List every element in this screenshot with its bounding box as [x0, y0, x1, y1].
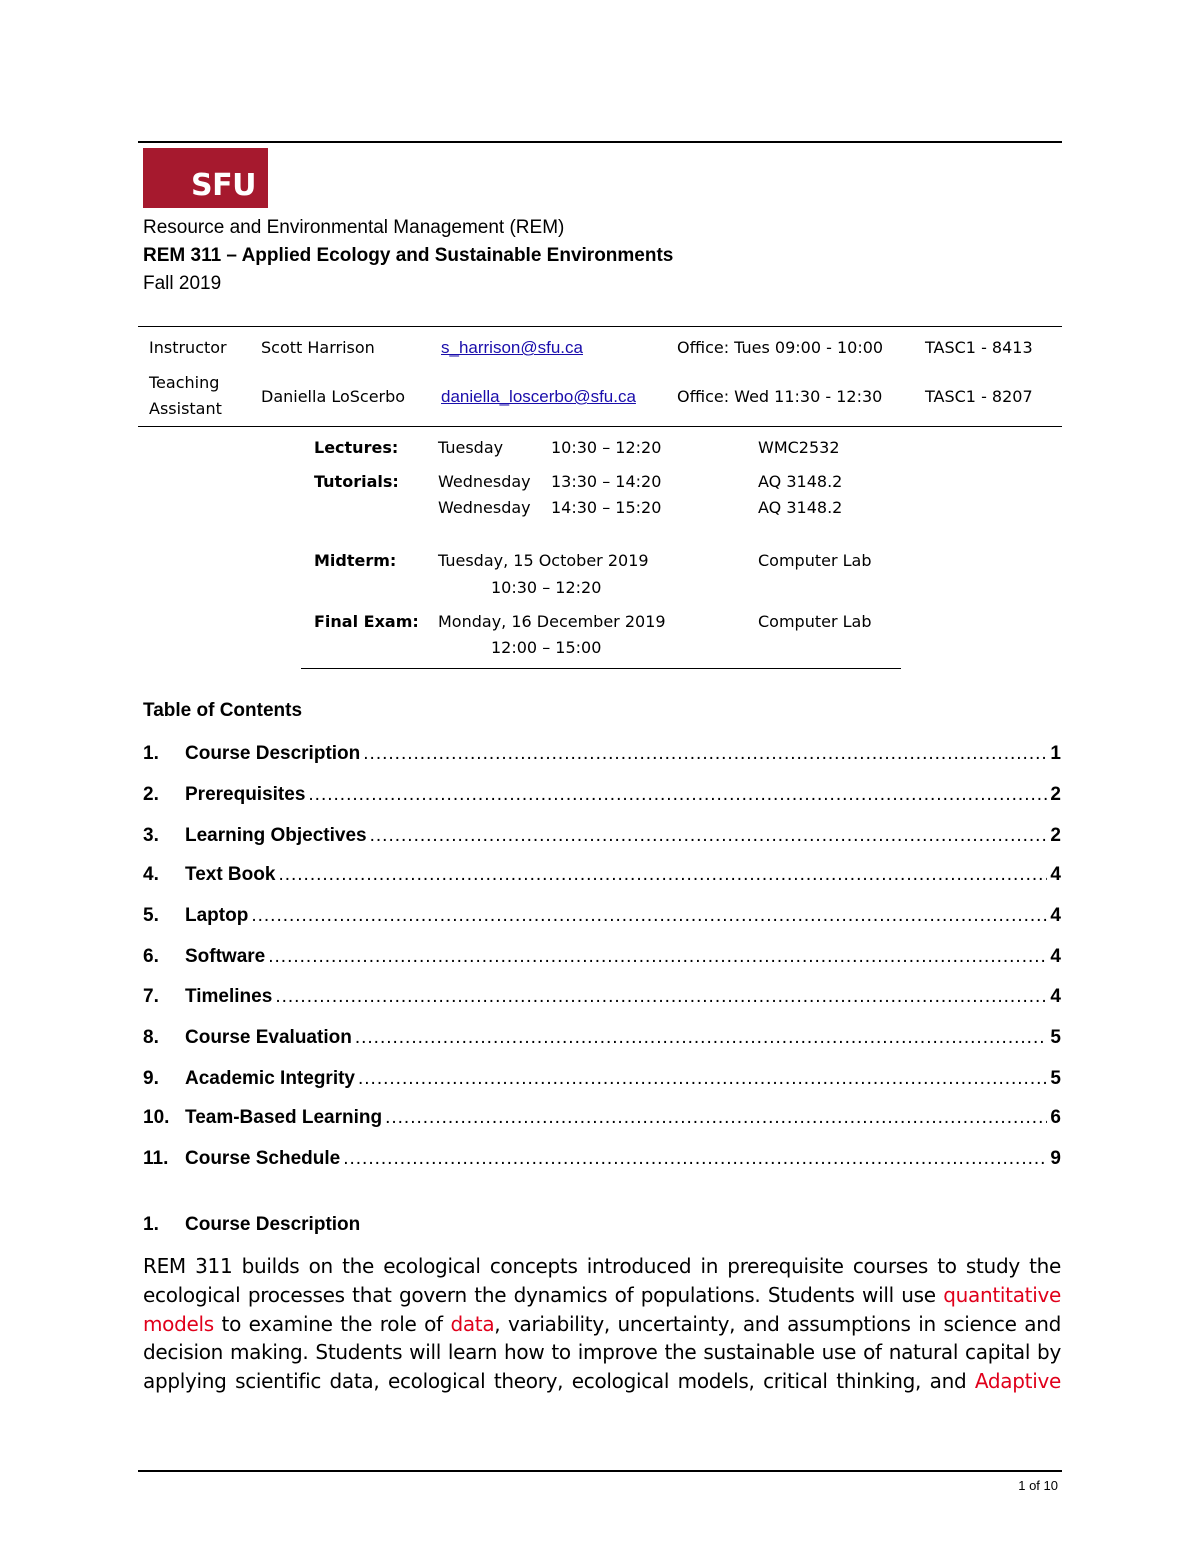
highlight-adaptive: Adaptive — [974, 1369, 1061, 1394]
toc-leader-dots — [251, 903, 1047, 929]
toc-item-number: 1. — [143, 743, 159, 764]
lectures-label: Lectures: — [314, 438, 399, 457]
footer-rule — [138, 1470, 1062, 1472]
ta-role-line1: Teaching — [149, 373, 220, 392]
toc-item-number: 7. — [143, 986, 159, 1007]
toc-item-number: 4. — [143, 864, 159, 885]
toc-item-title[interactable]: Prerequisites — [185, 784, 306, 805]
toc-item[interactable] — [143, 1025, 1061, 1051]
highlight-data: data — [450, 1311, 495, 1336]
toc-item[interactable] — [143, 823, 1061, 849]
toc-item-page: 4 — [1050, 946, 1061, 967]
toc-leader-dots — [278, 862, 1047, 888]
toc-item-title[interactable]: Academic Integrity — [185, 1068, 355, 1089]
lectures-time: 10:30 – 12:20 — [551, 438, 662, 457]
toc-heading: Table of Contents — [143, 700, 303, 721]
toc-item-page: 4 — [1050, 986, 1061, 1007]
toc-item-page: 9 — [1050, 1148, 1061, 1169]
toc-item-title[interactable]: Course Description — [185, 743, 361, 764]
toc-leader-dots — [355, 1025, 1048, 1051]
sfu-logo — [143, 148, 268, 208]
final-exam-time: 12:00 – 15:00 — [491, 638, 602, 657]
toc-leader-dots — [363, 741, 1047, 767]
toc-item-number: 11. — [143, 1148, 169, 1169]
toc-item-page: 1 — [1050, 743, 1061, 764]
toc-item-title[interactable]: Course Evaluation — [185, 1027, 352, 1048]
toc-item-page: 5 — [1050, 1068, 1061, 1089]
ta-email-link[interactable]: daniella_loscerbo@sfu.ca — [441, 387, 636, 406]
toc-item-page: 2 — [1050, 784, 1061, 805]
toc-item-page: 2 — [1050, 825, 1061, 846]
instructor-name: Scott Harrison — [261, 338, 375, 357]
instructor-office-hours: Office: Tues 09:00 - 10:00 — [677, 338, 884, 357]
tutorial-1-day: Wednesday — [438, 472, 531, 491]
midterm-date: Tuesday, 15 October 2019 — [438, 551, 649, 570]
lectures-day: Tuesday — [438, 438, 504, 457]
instructor-role: Instructor — [149, 338, 227, 357]
toc-item-number: 6. — [143, 946, 159, 967]
term: Fall 2019 — [143, 273, 222, 294]
toc-item[interactable] — [143, 782, 1061, 808]
toc-item-page: 4 — [1050, 864, 1061, 885]
section-1-number: 1. — [143, 1214, 159, 1235]
toc-item-page: 5 — [1050, 1027, 1061, 1048]
ta-name: Daniella LoScerbo — [261, 387, 406, 406]
top-rule — [138, 141, 1062, 143]
toc-item-page: 6 — [1050, 1107, 1061, 1128]
toc-item-title[interactable]: Team-Based Learning — [185, 1107, 383, 1128]
toc-item-title[interactable]: Course Schedule — [185, 1148, 341, 1169]
toc-item[interactable] — [143, 862, 1061, 888]
tutorial-2-time: 14:30 – 15:20 — [551, 498, 662, 517]
toc-item-number: 8. — [143, 1027, 159, 1048]
course-description-paragraph — [143, 1252, 1061, 1396]
staff-table-top-rule — [138, 326, 1062, 327]
toc-item-number: 9. — [143, 1068, 159, 1089]
toc-leader-dots — [385, 1105, 1047, 1131]
instructor-email-link[interactable]: s_harrison@sfu.ca — [441, 338, 583, 357]
toc-item[interactable] — [143, 1146, 1061, 1172]
logo-text: SFU — [191, 168, 256, 203]
final-exam-label: Final Exam: — [314, 612, 419, 631]
schedule-bottom-rule — [301, 668, 901, 669]
toc-item-title[interactable]: Learning Objectives — [185, 825, 367, 846]
toc-leader-dots — [268, 944, 1047, 970]
toc-item-page: 4 — [1050, 905, 1061, 926]
toc-leader-dots — [275, 984, 1047, 1010]
toc-item[interactable] — [143, 984, 1061, 1010]
toc-leader-dots — [343, 1146, 1047, 1172]
section-1-title: Course Description — [185, 1214, 361, 1235]
staff-table-bottom-rule — [138, 426, 1062, 427]
page-number: 1 of 10 — [1018, 1478, 1058, 1493]
midterm-label: Midterm: — [314, 551, 397, 570]
toc-item[interactable] — [143, 1105, 1061, 1131]
tutorial-1-time: 13:30 – 14:20 — [551, 472, 662, 491]
toc-item-title[interactable]: Software — [185, 946, 266, 967]
toc-item-title[interactable]: Laptop — [185, 905, 249, 926]
toc-item-number: 3. — [143, 825, 159, 846]
midterm-time: 10:30 – 12:20 — [491, 578, 602, 597]
ta-office-hours: Office: Wed 11:30 - 12:30 — [677, 387, 883, 406]
toc-leader-dots — [358, 1066, 1047, 1092]
ta-room: TASC1 - 8207 — [925, 387, 1033, 406]
tutorials-label: Tutorials: — [314, 472, 399, 491]
para-text-1: REM 311 builds on the ecological concepts introduced in prerequisite courses to study the ecological processes that govern the dynamics of populations. Students will use — [143, 1254, 1061, 1307]
para-text-2: to examine the role of — [213, 1311, 451, 1336]
tutorial-1-room: AQ 3148.2 — [758, 472, 843, 491]
para-text-3: , variability, uncertainty, and assumptions in science and decision making. Students will learn how to improve the sustainable use of natural capital by applying scientific data, ecological theory, ecological models, critical thinking, and — [143, 1311, 1061, 1394]
highlight-quantitative-models: quantitative models — [143, 1282, 1061, 1336]
toc-leader-dots — [308, 782, 1047, 808]
department-title: Resource and Environmental Management (REM) — [143, 217, 565, 238]
toc-item[interactable] — [143, 741, 1061, 767]
course-title: REM 311 – Applied Ecology and Sustainable Environments — [143, 245, 674, 266]
toc-item-number: 2. — [143, 784, 159, 805]
tutorial-2-day: Wednesday — [438, 498, 531, 517]
toc-item-title[interactable]: Text Book — [185, 864, 276, 885]
toc-item[interactable] — [143, 1066, 1061, 1092]
toc-item-title[interactable]: Timelines — [185, 986, 273, 1007]
toc-item-number: 10. — [143, 1107, 170, 1128]
toc-item[interactable] — [143, 944, 1061, 970]
instructor-room: TASC1 - 8413 — [925, 338, 1033, 357]
toc-item-number: 5. — [143, 905, 159, 926]
final-exam-date: Monday, 16 December 2019 — [438, 612, 666, 631]
lectures-room: WMC2532 — [758, 438, 840, 457]
tutorial-2-room: AQ 3148.2 — [758, 498, 843, 517]
ta-role-line2: Assistant — [149, 399, 222, 418]
final-exam-room: Computer Lab — [758, 612, 872, 631]
toc-leader-dots — [370, 823, 1048, 849]
section-1-heading — [143, 1213, 360, 1237]
midterm-room: Computer Lab — [758, 551, 872, 570]
toc-item[interactable] — [143, 903, 1061, 929]
